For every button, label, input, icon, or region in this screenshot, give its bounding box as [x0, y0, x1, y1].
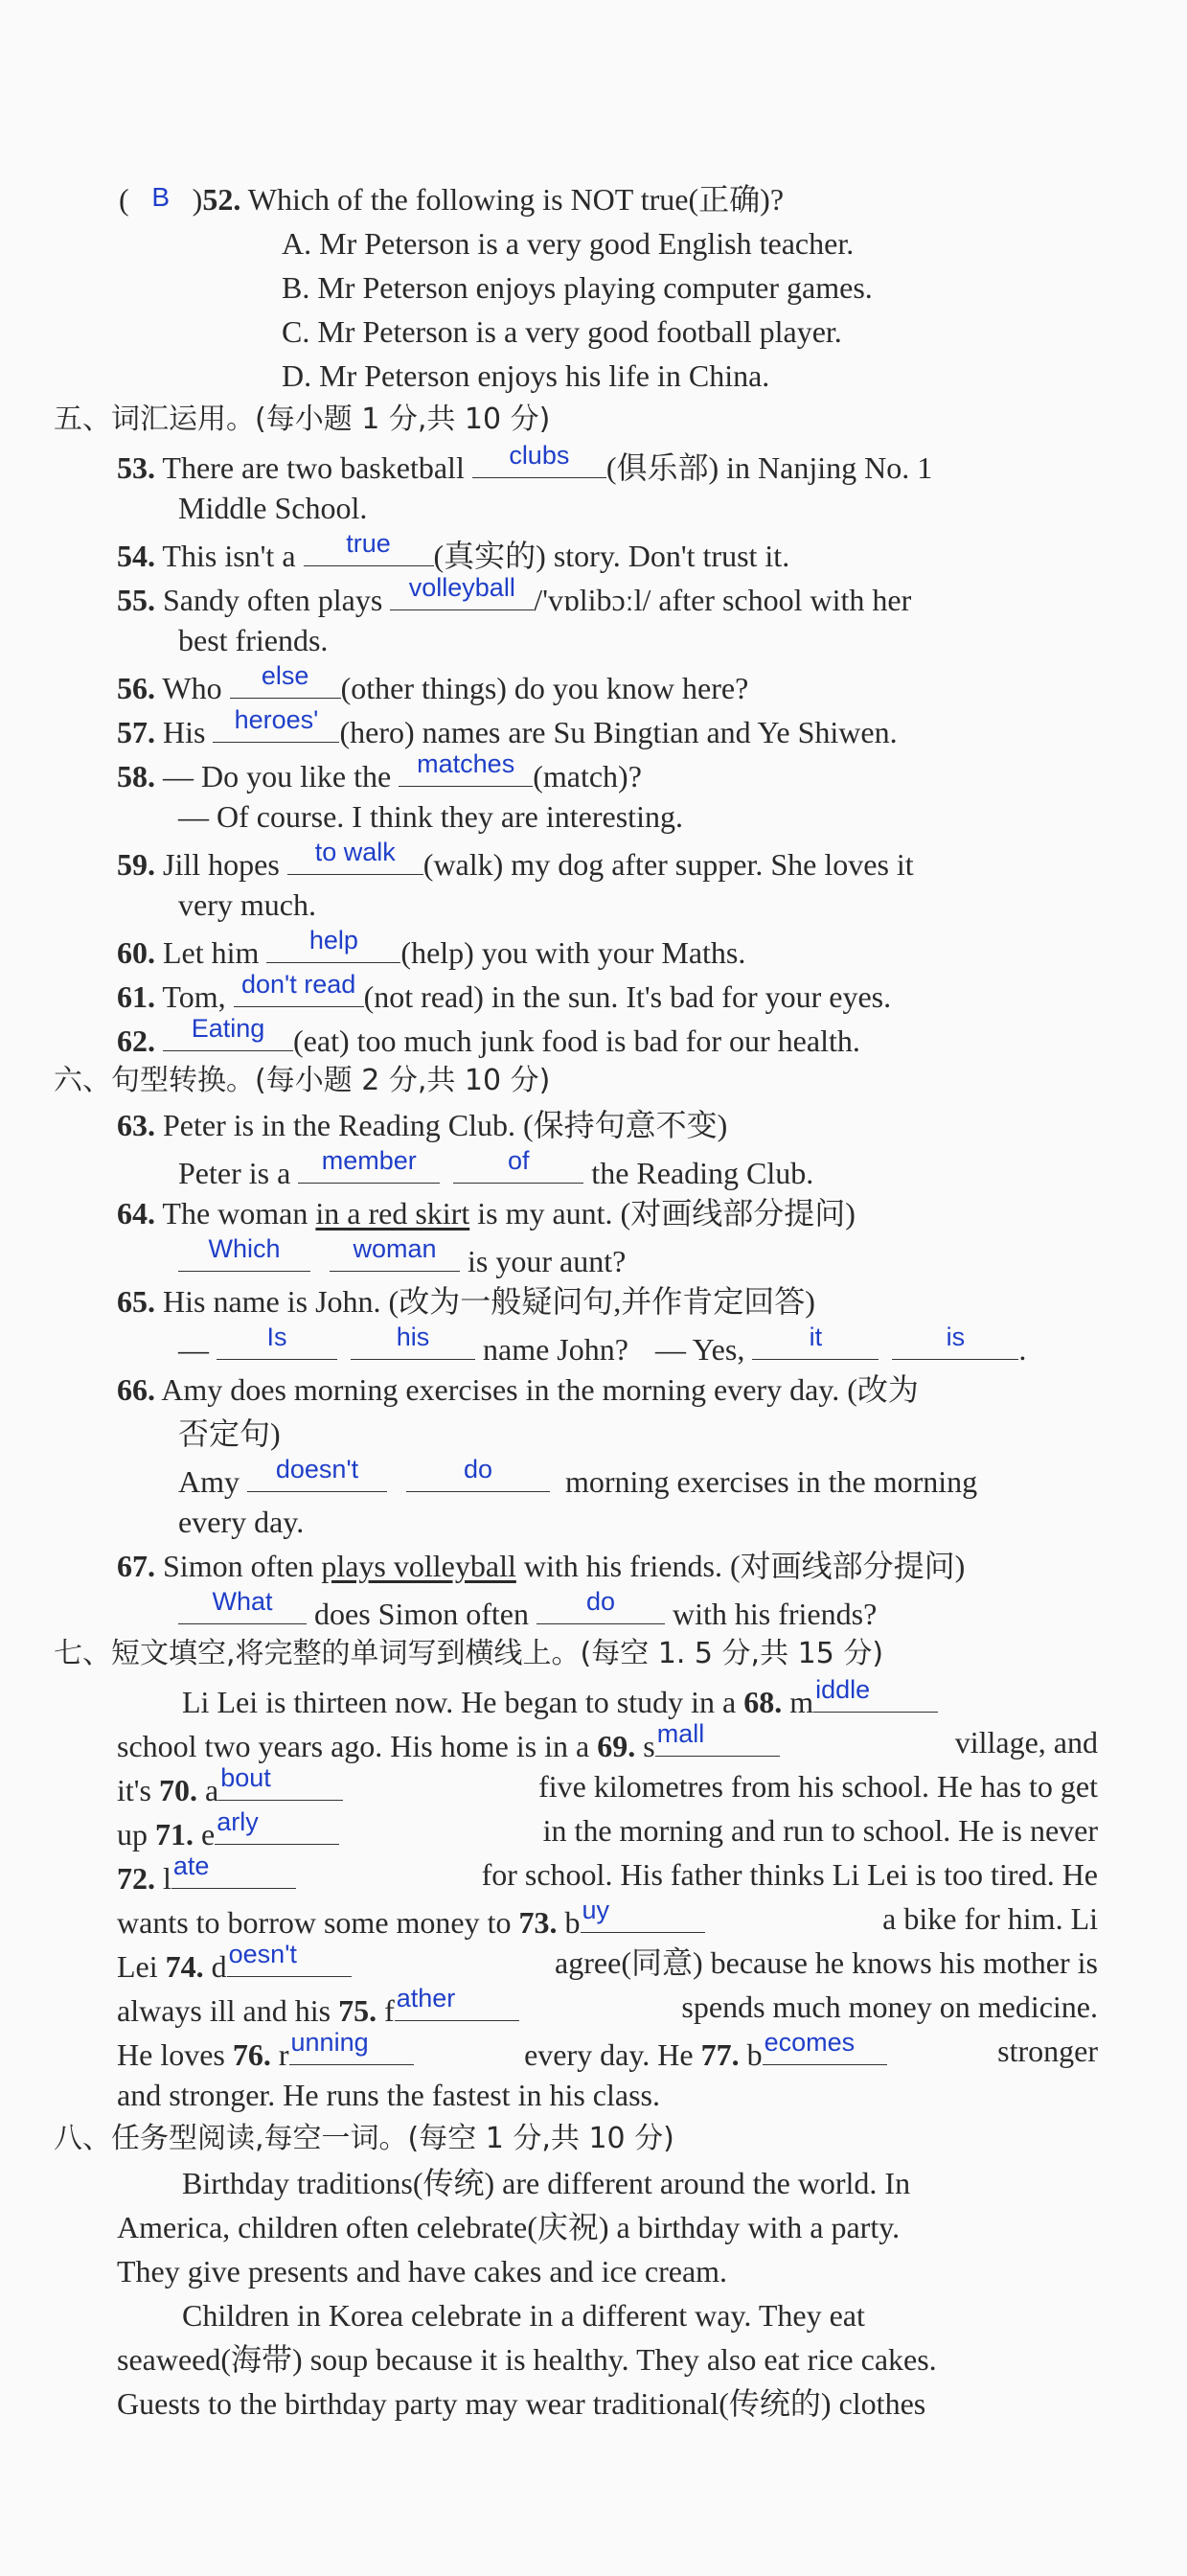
passage-7-line-7	[117, 1942, 1098, 1988]
passage-7-line-8	[117, 1986, 1098, 2032]
text: five kilometres from his school. He has to get	[538, 1769, 1098, 1804]
answer-blank	[472, 443, 606, 478]
text: (hero) names are Su Bingtian and Ye Shiwen.	[339, 715, 898, 749]
question-66-cont2: every day.	[178, 1505, 305, 1539]
answer: uy	[582, 1896, 610, 1924]
text: Tom,	[162, 979, 226, 1014]
section-6-title: 六、句型转换。(每小题 2 分,共 10 分)	[54, 1064, 551, 1097]
passage-7-line-1	[182, 1677, 938, 1723]
answer-blank	[217, 1324, 337, 1360]
passage-7-line-9	[117, 2030, 1098, 2076]
passage-8-line-1: Birthday traditions(传统) are different around the world. In	[182, 2166, 911, 2200]
answer: ecomes	[764, 2028, 856, 2057]
answer-blank	[813, 1677, 938, 1713]
answer: woman	[353, 1234, 437, 1263]
answer: is	[946, 1322, 966, 1351]
answer-blank	[178, 1236, 310, 1272]
answer: ather	[396, 1984, 456, 2012]
option-c: C. Mr Peterson is a very good football player.	[282, 314, 842, 349]
text: (not read) in the sun. It's bad for your eyes.	[363, 979, 892, 1014]
question-64-answer-line	[178, 1236, 626, 1282]
answer: bout	[220, 1763, 271, 1792]
letter-hint: b	[564, 1905, 581, 1940]
answer-blank	[395, 1986, 519, 2021]
answer: it	[809, 1322, 823, 1351]
blank-number: 76.	[232, 2037, 271, 2072]
answer-blank	[178, 1589, 307, 1624]
text: (俱乐部) in Nanjing No. 1	[605, 450, 933, 485]
underlined-phrase: in a red skirt	[315, 1196, 470, 1230]
question-63	[117, 1104, 727, 1146]
letter-hint: d	[211, 1949, 227, 1984]
passage-8-line-2: America, children often celebrate(庆祝) a birthday with a party.	[117, 2210, 901, 2244]
answer: volleyball	[408, 573, 515, 602]
text: stronger	[997, 2034, 1098, 2068]
text: in the morning and run to school. He is never	[542, 1813, 1098, 1848]
text: (eat) too much junk food is bad for our health.	[293, 1024, 860, 1058]
answer: arly	[217, 1807, 259, 1836]
answer: his	[396, 1322, 430, 1351]
answer-blank	[287, 840, 423, 875]
text: always ill and his	[117, 1993, 331, 2028]
text: Amy does morning exercises in the morning every day. (改为	[161, 1372, 919, 1407]
answer-52: B	[151, 182, 170, 212]
answer-blank	[763, 2030, 887, 2065]
text: Li Lei is thirteen now. He began to study in a	[182, 1685, 737, 1719]
blank-number: 70.	[159, 1773, 197, 1807]
passage-8-line-3: They give presents and have cakes and ice cream.	[117, 2254, 728, 2288]
answer: heroes'	[234, 705, 319, 734]
answer-blank	[171, 1853, 296, 1889]
question-63-answer-line	[178, 1148, 813, 1194]
question-number: 65.	[117, 1284, 155, 1319]
answer: else	[261, 661, 309, 690]
answer-blank	[230, 663, 341, 699]
text: (help) you with your Maths.	[400, 935, 746, 970]
passage-8-line-5: seaweed(海带) soup because it is healthy. They also eat rice cakes.	[117, 2342, 937, 2377]
answer: to walk	[314, 838, 396, 866]
answer: clubs	[509, 441, 570, 470]
text: does Simon often	[314, 1597, 529, 1631]
letter-hint: l	[163, 1861, 171, 1896]
text: with his friends. (对画线部分提问)	[523, 1549, 966, 1583]
text: for school. His father thinks Li Lei is too tired. He	[481, 1857, 1098, 1892]
answer: don't read	[241, 970, 356, 999]
text: The woman	[162, 1196, 308, 1230]
text: This isn't a	[162, 539, 296, 573]
letter-hint: e	[201, 1817, 216, 1852]
question-61	[117, 972, 891, 1018]
question-57	[117, 707, 898, 753]
answer: Which	[208, 1234, 281, 1263]
text: it's	[117, 1773, 151, 1807]
text: is your aunt?	[468, 1244, 627, 1278]
text: school two years ago. His home is in a	[117, 1729, 590, 1763]
answer-blank	[390, 575, 534, 610]
answer-blank	[351, 1324, 475, 1360]
text: Who	[162, 671, 222, 705]
question-number: 61.	[117, 979, 155, 1014]
text: — Yes,	[654, 1332, 745, 1367]
text: Lei	[117, 1949, 158, 1984]
answer-blank	[892, 1324, 1018, 1360]
option-d: D. Mr Peterson enjoys his life in China.	[282, 358, 770, 393]
section-8-title: 八、任务型阅读,每空一词。(每空 1 分,共 10 分)	[54, 2122, 674, 2155]
answer-blank	[163, 1016, 293, 1051]
question-65-answer-line	[178, 1324, 1026, 1370]
answer-blank	[218, 1765, 343, 1801]
passage-8-line-6: Guests to the birthday party may wear traditional(传统的) clothes	[117, 2386, 926, 2421]
blank-number: 77.	[700, 2037, 740, 2072]
blank-number: 74.	[165, 1949, 204, 1984]
section-7-title: 七、短文填空,将完整的单词写到横线上。(每空 1. 5 分,共 15 分)	[54, 1637, 884, 1670]
question-number: 63.	[117, 1108, 155, 1142]
text: /'vɒlibɔːl/ after school with her	[534, 583, 912, 617]
blank-number: 73.	[518, 1905, 558, 1940]
answer: member	[321, 1146, 417, 1175]
text: Peter is a	[178, 1156, 291, 1190]
paren-open: (	[119, 182, 129, 217]
answer: ate	[172, 1852, 210, 1880]
question-number: 62.	[117, 1024, 155, 1058]
answer-blank	[289, 2030, 414, 2065]
question-59-cont: very much.	[178, 887, 316, 922]
answer-blank	[655, 1721, 780, 1757]
passage-7-line-5	[117, 1853, 1098, 1899]
question-60	[117, 928, 745, 974]
blank-number: 68.	[743, 1685, 783, 1719]
question-number: 64.	[117, 1196, 155, 1230]
text: Let him	[163, 935, 260, 970]
answer: true	[346, 529, 391, 558]
text: a bike for him. Li	[882, 1901, 1098, 1936]
text: Sandy often plays	[163, 583, 383, 617]
text: Jill hopes	[163, 847, 280, 882]
question-67	[117, 1545, 965, 1587]
text: His	[163, 715, 206, 749]
question-58-cont: — Of course. I think they are interesting.	[178, 799, 683, 834]
question-55-cont: best friends.	[178, 623, 329, 657]
answer-blank	[266, 928, 400, 963]
passage-7-line-2	[117, 1721, 1098, 1767]
text: wants to borrow some money to	[117, 1905, 512, 1940]
text: His name is John. (改为一般疑问句,并作肯定回答)	[163, 1284, 815, 1319]
question-number: 66.	[117, 1372, 155, 1407]
answer: unning	[290, 2028, 369, 2057]
answer-blank	[234, 972, 364, 1007]
letter-hint: a	[205, 1773, 219, 1807]
answer-blank	[453, 1148, 583, 1184]
question-number: 59.	[117, 847, 155, 882]
answer-blank	[406, 1457, 550, 1492]
letter-hint: r	[278, 2037, 289, 2072]
passage-7-line-10: and stronger. He runs the fastest in his class.	[117, 2078, 660, 2112]
period: .	[1018, 1332, 1027, 1367]
answer-blank	[330, 1236, 460, 1272]
blank-number: 75.	[338, 1993, 377, 2028]
underlined-phrase: plays volleyball	[321, 1549, 516, 1583]
question-64	[117, 1192, 856, 1234]
blank-number: 71.	[155, 1817, 194, 1852]
answer: do	[463, 1455, 493, 1484]
text: (other things) do you know here?	[340, 671, 749, 705]
answer: Is	[266, 1322, 287, 1351]
answer-blank	[536, 1589, 665, 1624]
text: — Do you like the	[163, 759, 392, 794]
question-number: 67.	[117, 1549, 155, 1583]
question-number: 53.	[117, 450, 155, 485]
option-b: B. Mr Peterson enjoys playing computer games.	[282, 270, 873, 305]
question-59	[117, 840, 914, 886]
text: village, and	[954, 1725, 1098, 1760]
answer: doesn't	[275, 1455, 359, 1484]
question-54	[117, 531, 789, 577]
text: agree(同意) because he knows his mother is	[555, 1945, 1098, 1980]
answer: do	[585, 1587, 615, 1616]
passage-7-line-3	[117, 1765, 1098, 1811]
answer: of	[508, 1146, 530, 1175]
option-a: A. Mr Peterson is a very good English teacher.	[282, 226, 855, 261]
text: up	[117, 1817, 148, 1852]
question-number: 52.	[202, 182, 241, 217]
text: the Reading Club.	[591, 1156, 814, 1190]
question-number: 54.	[117, 539, 155, 573]
answer: help	[308, 926, 358, 954]
question-56	[117, 663, 748, 709]
text: name John?	[483, 1332, 628, 1367]
letter-hint: s	[643, 1729, 655, 1763]
answer: mall	[656, 1719, 705, 1748]
text: morning exercises in the morning	[565, 1464, 978, 1499]
text: (真实的) story. Don't trust it.	[433, 539, 790, 573]
question-number: 58.	[117, 759, 155, 794]
text: (walk) my dog after supper. She loves it	[422, 847, 914, 882]
letter-hint: m	[789, 1685, 814, 1719]
text: (match)?	[533, 759, 642, 794]
section-5-title: 五、词汇运用。(每小题 1 分,共 10 分)	[54, 402, 551, 436]
question-58	[117, 751, 642, 797]
text: Peter is in the Reading Club. (保持句意不变)	[163, 1108, 728, 1142]
text: is my aunt. (对画线部分提问)	[477, 1196, 856, 1230]
answer-blank	[213, 707, 339, 743]
question-65	[117, 1280, 815, 1322]
question-67-answer-line	[178, 1589, 877, 1635]
answer: oesn't	[228, 1940, 297, 1968]
question-number: 57.	[117, 715, 155, 749]
text: with his friends?	[672, 1597, 878, 1631]
question-53	[117, 443, 932, 489]
answer-blank	[304, 531, 434, 566]
passage-8-line-4: Children in Korea celebrate in a different way. They eat	[182, 2298, 865, 2333]
answer-blank	[752, 1324, 879, 1360]
answer: Eating	[191, 1014, 265, 1043]
question-66-cont: 否定句)	[178, 1416, 281, 1451]
question-66-answer-line	[178, 1457, 977, 1503]
question-53-cont: Middle School.	[178, 491, 368, 525]
answer: iddle	[815, 1675, 871, 1704]
passage-7-line-4	[117, 1809, 1098, 1855]
question-55	[117, 575, 911, 621]
dash: —	[178, 1332, 209, 1367]
answer: matches	[417, 749, 515, 778]
answer: What	[212, 1587, 273, 1616]
answer-blank	[581, 1898, 705, 1933]
letter-hint: b	[746, 2037, 763, 2072]
answer-blank	[227, 1942, 352, 1977]
question-62	[117, 1016, 860, 1062]
letter-hint: f	[384, 1993, 395, 2028]
text: He loves	[117, 2037, 225, 2072]
question-52	[119, 178, 784, 222]
text: Amy	[178, 1464, 240, 1499]
text: Simon often	[163, 1549, 314, 1583]
answer-blank	[215, 1809, 339, 1845]
question-number: 55.	[117, 583, 155, 617]
answer-blank	[298, 1148, 440, 1184]
paren-close: )	[192, 182, 203, 217]
question-66	[117, 1368, 1098, 1411]
question-number: 60.	[117, 935, 155, 970]
blank-number: 72.	[117, 1861, 155, 1896]
answer-blank	[399, 751, 533, 787]
text: spends much money on medicine.	[681, 1990, 1098, 2024]
text: There are two basketball	[162, 450, 465, 485]
blank-number: 69.	[597, 1729, 636, 1763]
question-text: Which of the following is NOT true(正确)?	[247, 182, 785, 217]
text: every day. He	[524, 2037, 694, 2072]
answer-blank	[247, 1457, 387, 1492]
passage-7-line-6	[117, 1898, 1098, 1944]
question-number: 56.	[117, 671, 155, 705]
